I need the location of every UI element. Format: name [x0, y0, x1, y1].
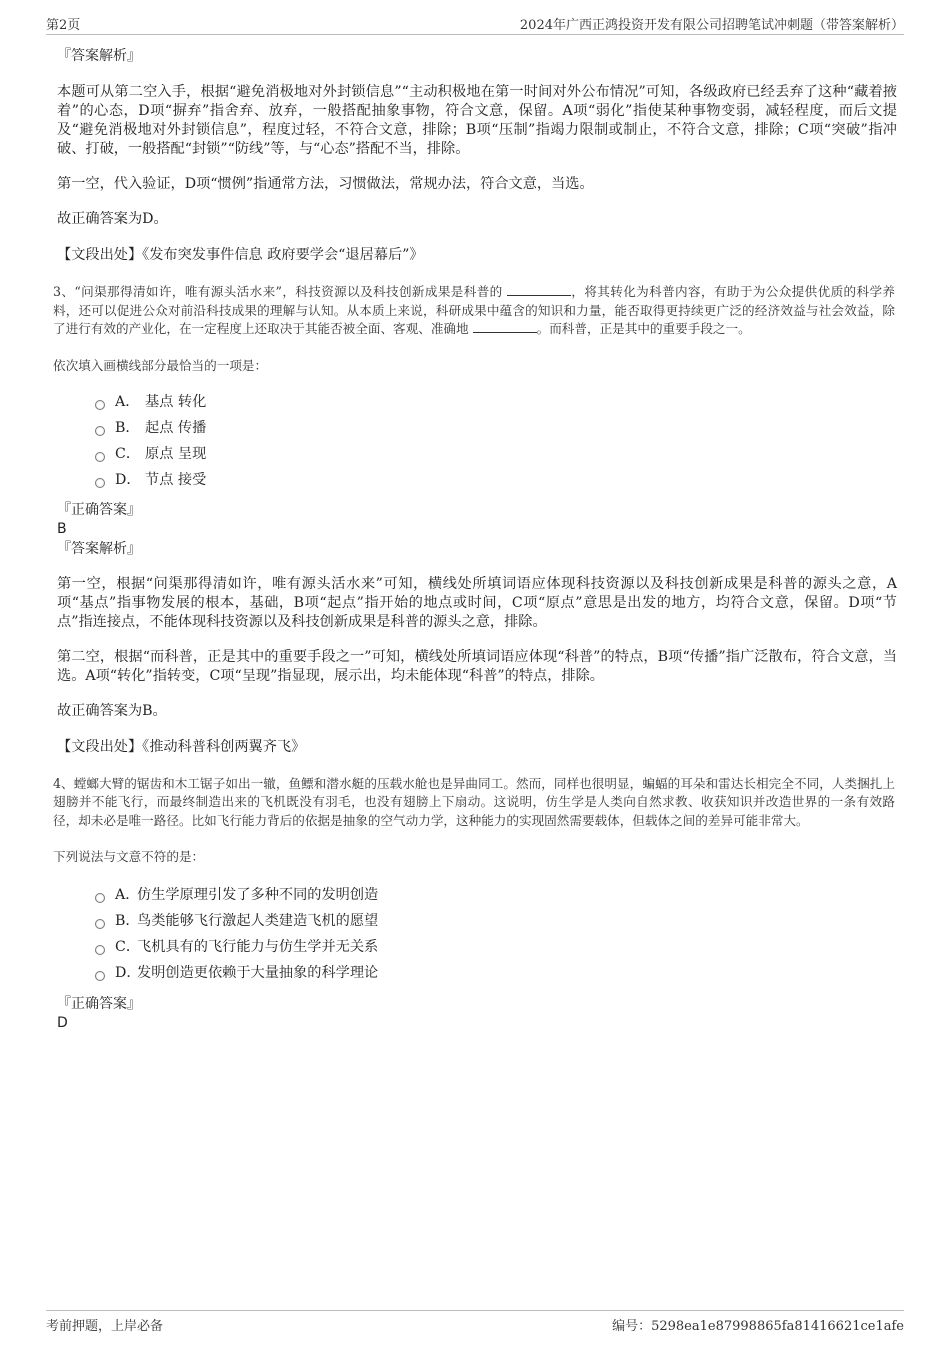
fill-blank: [507, 283, 571, 296]
document-title: 2024年广西正鸿投资开发有限公司招聘笔试冲刺题（带答案解析）: [519, 18, 904, 33]
option-a[interactable]: A． 仿生学原理引发了多种不同的发明创造: [95, 882, 897, 908]
correct-answer-value: B: [57, 520, 67, 537]
option-c[interactable]: C． 原点 呈现: [95, 441, 897, 467]
analysis-paragraph: 第一空，根据“问渠那得清如许，唯有源头活水来”可知，横线处所填词语应体现科技资源以及科技创新成果是科普的源头之意，A项“基点”指事物发展的根本，基础，B项“起点”指开始的地点或时间，C项“原点”意思是出发的地方，均符合文意，保留。D项“节点”指连接点，不能体现科技资源以及科技创新成果是科普的源头之意，排除。: [57, 575, 897, 630]
correct-answer-value: D: [57, 1015, 68, 1031]
option-a[interactable]: A． 基点 转化: [95, 389, 897, 415]
source-citation: 【文段出处】《发布突发事件信息 政府要学会“退居幕后”》: [57, 247, 424, 263]
option-d[interactable]: D． 节点 接受: [95, 467, 897, 493]
answer-analysis-label: 『答案解析』: [57, 48, 141, 64]
footer-slogan: 考前押题，上岸必备: [46, 1319, 164, 1334]
question-prompt: 依次填入画横线部分最恰当的一项是：: [53, 357, 268, 373]
correct-answer-label: 『正确答案』: [57, 996, 141, 1012]
question-prompt: 下列说法与文意不符的是：: [53, 849, 205, 864]
options-list: [95, 389, 897, 493]
question-3-stem: 3、“问渠那得清如许，唯有源头活水来”，科技资源以及科技创新成果是科普的 ，将其转化为科普内容，有助于为公众提供优质的科学养料，还可以促进公众对前沿科技成果的理解与认知。从本质上来说，科研成果中蕴含的知识和力量，能否取得更持续更广泛的经济效益与社会效益，除了进行有效的产业化，在一定程度上还取决于其能否被全面、客观、准确地 。而科普，正是其中的重要手段之一。: [53, 284, 895, 336]
answer-analysis-label: 『答案解析』: [57, 540, 141, 557]
question-4-stem: 4、螳螂大臂的锯齿和木工锯子如出一辙，鱼鳔和潜水艇的压载水舱也是异曲同工。然而，同样也很明显，蝙蝠的耳朵和雷达长相完全不同，人类捆扎上翅膀并不能飞行，而最终制造出来的飞机既没有羽毛，也没有翅膀上下扇动。这说明，仿生学是人类向自然求教、收获知识并改造世界的一条有效路径，却未必是唯一路径。比如飞行能力背后的依据是抽象的空气动力学，这种能力的实现固然需要载体，但载体之间的差异可能非常大。: [53, 775, 895, 828]
page-number: 第2页: [46, 18, 81, 33]
analysis-paragraph: 第一空，代入验证，D项“惯例”指通常方法，习惯做法，常规办法，符合文意，当选。: [57, 176, 594, 192]
analysis-paragraph: 本题可从第二空入手，根据“避免消极地对外封锁信息”“主动积极地在第一时间对外公布情况”可知，各级政府已经丢弃了这种“藏着掖着”的心态，D项“摒弃”指舍弃、放弃，一般搭配抽象事物，符合文意，保留。A项“弱化”指使某种事物变弱，减轻程度，而后文提及“避免消极地对外封锁信息”，程度过轻，不符合文意，排除；B项“压制”指竭力限制或制止，不符合文意，排除；C项“突破”指冲破、打破，一般搭配“封锁”“防线”等，与“心态”搭配不当，排除。: [57, 84, 897, 157]
radio-icon[interactable]: [95, 971, 105, 981]
page-footer: [46, 1310, 904, 1335]
analysis-paragraph: 第二空，根据“而科普，正是其中的重要手段之一”可知，横线处所填词语应体现“科普”的特点，B项“传播”指广泛散布，符合文意，当选。A项“转化”指转变，C项“呈现”指显现，展示出，均未能体现“科普”的特点，排除。: [57, 648, 897, 684]
radio-icon[interactable]: [95, 478, 105, 488]
correct-answer-label: 『正确答案』: [57, 501, 141, 518]
fill-blank: [473, 320, 537, 333]
source-citation: 【文段出处】《推动科普科创两翼齐飞》: [57, 738, 306, 755]
option-d[interactable]: D． 发明创造更依赖于大量抽象的科学理论: [95, 960, 897, 986]
radio-icon[interactable]: [95, 893, 105, 903]
page-header: [46, 12, 904, 35]
radio-icon[interactable]: [95, 919, 105, 929]
options-list: [95, 882, 897, 986]
analysis-conclusion: 故正确答案为B。: [57, 702, 167, 719]
document-id: 编号：5298ea1e87998865fa81416621ce1afe: [612, 1319, 904, 1334]
option-c[interactable]: C． 飞机具有的飞行能力与仿生学并无关系: [95, 934, 897, 960]
option-b[interactable]: B． 起点 传播: [95, 415, 897, 441]
radio-icon[interactable]: [95, 452, 105, 462]
analysis-conclusion: 故正确答案为D。: [57, 211, 168, 227]
radio-icon[interactable]: [95, 426, 105, 436]
option-b[interactable]: B． 鸟类能够飞行激起人类建造飞机的愿望: [95, 908, 897, 934]
page-content: [53, 44, 897, 1032]
radio-icon[interactable]: [95, 945, 105, 955]
radio-icon[interactable]: [95, 400, 105, 410]
